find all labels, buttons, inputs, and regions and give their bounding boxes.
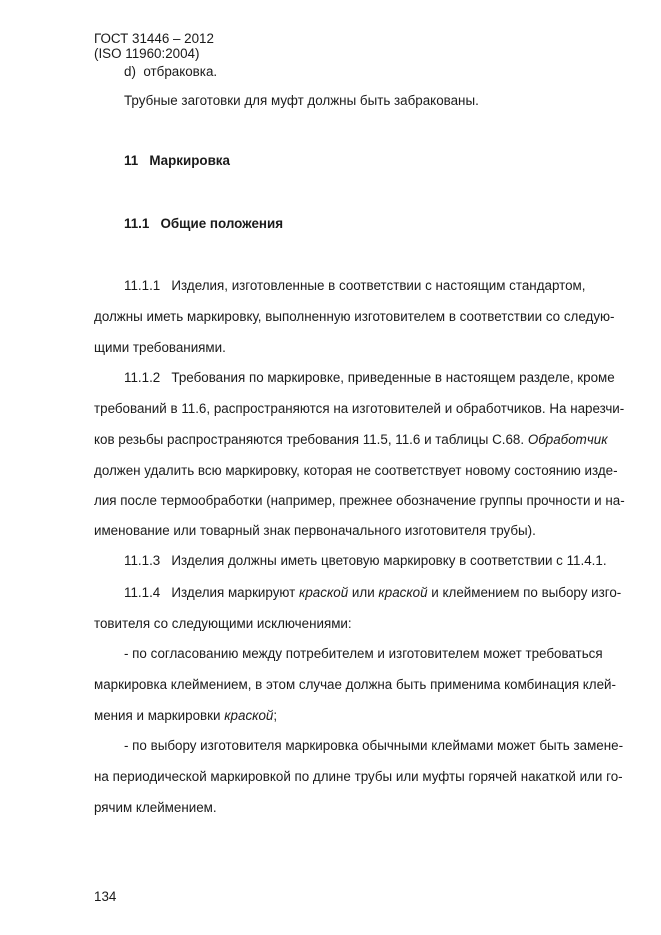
section-11-1-heading [124, 216, 283, 232]
clause-text: Изделия должны иметь цветовую маркировку в соответствии с 11.4.1. [171, 553, 607, 568]
clause-text: ков резьбы распространяются требования 11.5, 11.6 и таблицы [94, 432, 489, 447]
section-title: Маркировка [149, 153, 230, 168]
clause-number: 11.1.1 [124, 278, 161, 293]
paragraph-line: лия после термообработки (например, прежнее обозначение группы прочности и на- [94, 493, 625, 508]
paragraph-line: товителя со следующими исключениями: [94, 616, 352, 631]
section-title: Общие положения [160, 216, 284, 231]
iso-reference: (ISO 11960:2004) [94, 46, 200, 61]
section-11-heading [124, 153, 230, 169]
paragraph-line: должен удалить всю маркировку, которая не соответствует новому состоянию изде- [94, 463, 618, 478]
paragraph-line: щими требованиями. [94, 340, 226, 355]
italic-term: краской [224, 708, 274, 723]
paragraph-line: должны иметь маркировку, выполненную изготовителем в соответствии со следую- [94, 309, 615, 324]
paragraph-line [124, 370, 615, 386]
paragraph-11-1-3 [124, 553, 607, 569]
list-marker: d) [124, 64, 136, 79]
clause-text: Требования по маркировке, приведенные в настоящем разделе, кроме [171, 370, 615, 385]
clause-text: или [351, 585, 375, 600]
clause-text: Изделия, изготовленные в соответствии с настоящим стандартом, [171, 278, 586, 293]
paragraph-line: рячим клеймением. [94, 800, 217, 815]
clause-text: Изделия маркируют [171, 585, 296, 600]
section-number: 11.1 [124, 216, 150, 231]
clause-text: и клеймением по выбору изго- [431, 585, 622, 600]
paragraph-line: маркировка клеймением, в этом случае должна быть применима комбинация клей- [94, 677, 616, 692]
list-item-text: отбраковка. [143, 64, 218, 79]
italic-term: краской [299, 585, 349, 600]
paragraph-line [94, 708, 277, 724]
paragraph-line: именование или товарный знак первоначального изготовителя трубы). [94, 523, 536, 538]
clause-text: мения и маркировки [94, 708, 221, 723]
clause-text: ; [273, 708, 278, 723]
table-reference: С.68. [492, 432, 525, 447]
paragraph-line: - по согласованию между потребителем и изготовителем может требоваться [124, 646, 603, 661]
paragraph-line [124, 585, 621, 601]
paragraph-line: требований в 11.6, распространяются на изготовителей и обработчиков. На нарезчи- [94, 401, 625, 416]
paragraph-line: - по выбору изготовителя маркировка обычными клеймами может быть замене- [124, 738, 624, 753]
clause-number: 11.1.4 [124, 585, 161, 600]
list-item-d [124, 64, 217, 80]
paragraph-line: на периодической маркировкой по длине трубы или муфты горячей накаткой или го- [94, 769, 623, 784]
section-number: 11 [124, 153, 139, 168]
italic-term: Обработчик [527, 432, 608, 447]
italic-term: краской [378, 585, 428, 600]
page-number: 134 [94, 889, 117, 904]
reject-paragraph: Трубные заготовки для муфт должны быть забракованы. [124, 93, 479, 108]
paragraph-line [124, 278, 585, 294]
clause-number: 11.1.2 [124, 370, 161, 385]
clause-number: 11.1.3 [124, 553, 161, 568]
paragraph-line [94, 432, 608, 448]
standard-designation: ГОСТ 31446 – 2012 [94, 31, 214, 46]
